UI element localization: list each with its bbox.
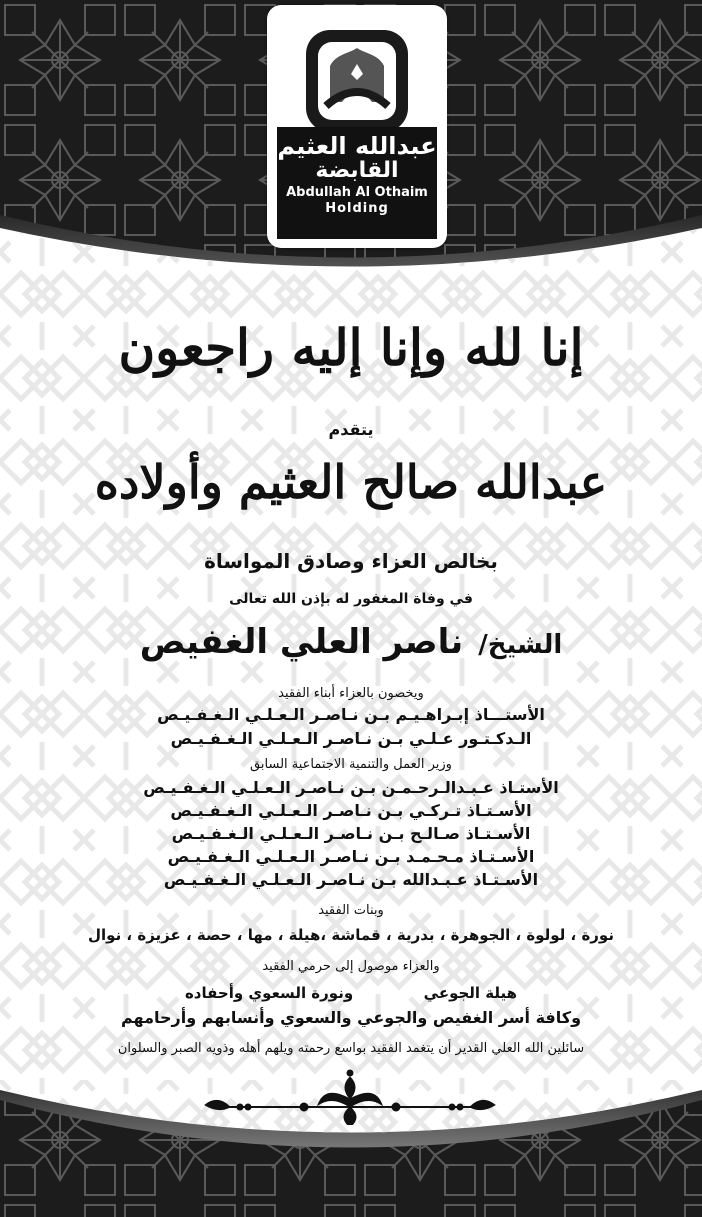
occasion-line: في وفاة المغفور له بإذن الله تعالى bbox=[229, 591, 473, 607]
logo-english-holding: Holding bbox=[325, 201, 389, 216]
widow-1: هيلة الجوعي bbox=[423, 984, 518, 1002]
deceased-title: الشيخ/ bbox=[478, 630, 563, 660]
deceased-heading bbox=[0, 622, 702, 662]
son-1: الأستـــاذ إبـراهـيـم بـن نـاصـر الـعـلـي الـغـفـيـص bbox=[157, 705, 545, 724]
son-2-note: وزير العمل والتنمية الاجتماعية السابق bbox=[250, 757, 452, 772]
son-2: الـدكـتـور عـلـي بـن نـاصـر الـعـلـي الـغـفـيـص bbox=[170, 729, 532, 748]
widows-intro: والعزاء موصول إلى حرمي الفقيد bbox=[262, 959, 440, 974]
son-5: الأسـتـاذ صـالـح بـن نـاصـر الـعـلـي الـغـفـيـص bbox=[171, 824, 531, 843]
deceased-name: ناصر العلي الغفيص bbox=[139, 622, 464, 662]
widow-2: ونورة السعوي وأحفاده bbox=[184, 984, 354, 1002]
company-logo bbox=[267, 5, 447, 248]
quran-verse: إنا لله وإنا إليه راجعون bbox=[118, 318, 584, 377]
daughters-names: نورة ، لولوة ، الجوهرة ، بدرية ، قماشة ،هيلة ، مها ، حصة ، عزيزة ، نوال bbox=[88, 926, 614, 944]
daughters-intro: وبنات الفقيد bbox=[318, 903, 384, 918]
prayer-line: سائلين الله العلي القدير أن يتغمد الفقيد بواسع رحمته ويلهم أهله وذويه الصبر والسلوان bbox=[117, 1041, 585, 1056]
logo-arabic-holding: القابضة bbox=[315, 158, 399, 183]
logo-text-box bbox=[277, 127, 437, 239]
son-6: الأسـتـاذ مـحـمـد بـن نـاصـر الـعـلـي الـغـفـيـص bbox=[167, 847, 535, 866]
widows-names bbox=[0, 984, 702, 1002]
sender-name: عبدالله صالح العثيم وأولاده bbox=[94, 455, 608, 509]
families-line: وكافة أسر الغفيص والجوعي والسعوي وأنسابهم وأرحامهم bbox=[120, 1008, 582, 1027]
presents-label: يتقدم bbox=[328, 420, 374, 439]
condolence-line: بخالص العزاء وصادق المواساة bbox=[204, 549, 498, 573]
son-4: الأسـتـاذ تـركـي بـن نـاصـر الـعـلـي الـغـفـيـص bbox=[170, 801, 532, 820]
logo-arabic-name: عبدالله العثيم bbox=[277, 132, 437, 160]
othaim-logo-icon bbox=[306, 30, 408, 132]
floral-divider-icon bbox=[200, 1065, 500, 1125]
sons-intro: ويخصون بالعزاء أبناء الفقيد bbox=[278, 686, 424, 701]
son-3: الأستـاذ عـبـدالـرحـمـن بـن نـاصـر الـعـلـي الـغـفـيـص bbox=[143, 778, 559, 797]
logo-english-name: Abdullah Al Othaim bbox=[286, 185, 428, 200]
son-7: الأسـتـاذ عـبـدالله بـن نـاصـر الـعـلـي الـغـفـيـص bbox=[163, 870, 539, 889]
